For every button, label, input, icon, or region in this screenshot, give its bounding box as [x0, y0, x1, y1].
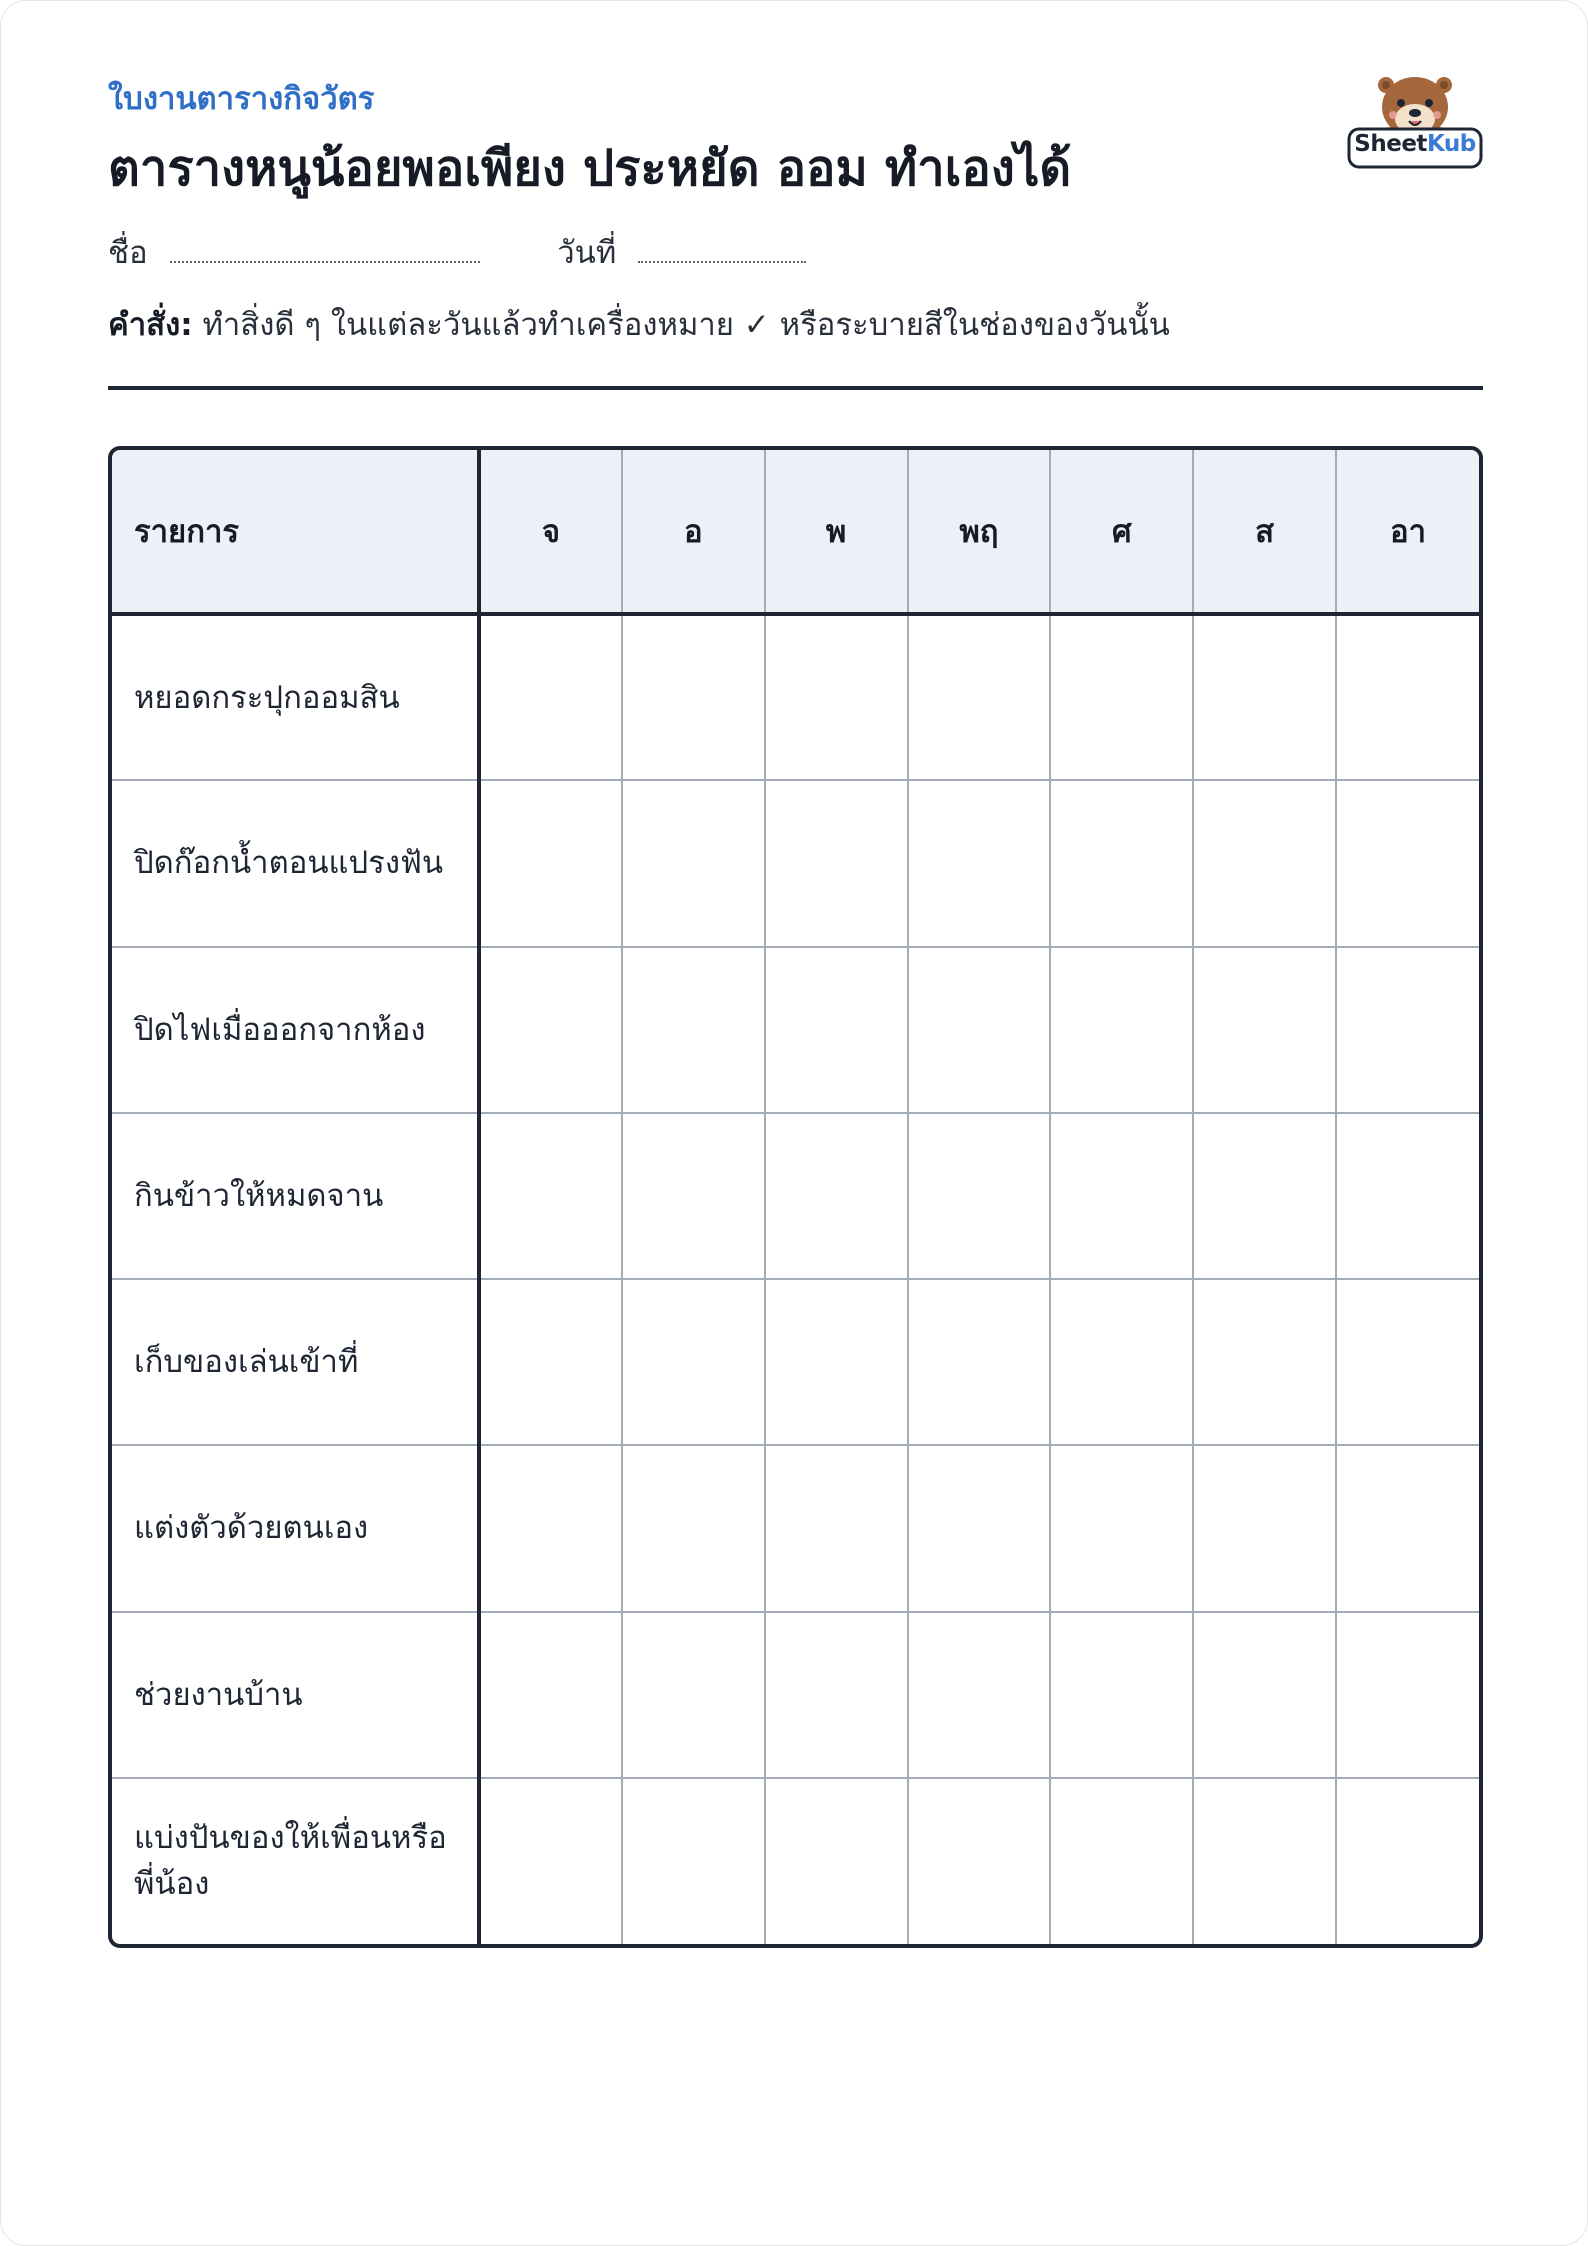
- check-cell[interactable]: [622, 947, 765, 1113]
- check-cell[interactable]: [1050, 1778, 1193, 1944]
- check-cell[interactable]: [622, 1612, 765, 1778]
- instruction: [108, 299, 1170, 349]
- check-cell[interactable]: [1336, 1445, 1479, 1611]
- check-cell[interactable]: [765, 1279, 908, 1445]
- instruction-label: คำสั่ง:: [108, 307, 193, 343]
- check-cell[interactable]: [622, 1113, 765, 1279]
- table-row: [112, 1778, 1479, 1944]
- check-cell[interactable]: [765, 1113, 908, 1279]
- logo-wordmark: [1349, 131, 1481, 157]
- check-cell[interactable]: [1050, 780, 1193, 946]
- routine-item-label: ปิดไฟเมื่อออกจากห้อง: [112, 947, 479, 1113]
- check-cell[interactable]: [1050, 1612, 1193, 1778]
- check-cell[interactable]: [1193, 947, 1336, 1113]
- date-label: วันที่: [557, 235, 617, 271]
- instruction-text: ทำสิ่งดี ๆ ในแต่ละวันแล้วทำเครื่องหมาย ✓ หรือระบายสีในช่องของวันนั้น: [202, 307, 1170, 343]
- check-cell[interactable]: [908, 1612, 1051, 1778]
- check-cell[interactable]: [908, 1279, 1051, 1445]
- check-cell[interactable]: [1336, 1778, 1479, 1944]
- routine-item-label: แบ่งปันของให้เพื่อนหรือพี่น้อง: [112, 1778, 479, 1944]
- logo-text-kub: Kub: [1426, 131, 1476, 157]
- table-row: [112, 614, 1479, 780]
- routine-item-label: ช่วยงานบ้าน: [112, 1612, 479, 1778]
- student-info-fields: [108, 227, 806, 277]
- check-cell[interactable]: [1193, 614, 1336, 780]
- check-cell[interactable]: [1050, 947, 1193, 1113]
- worksheet-subtitle: ใบงานตารางกิจวัตร: [108, 81, 375, 117]
- check-cell[interactable]: [622, 1445, 765, 1611]
- check-cell[interactable]: [1336, 1113, 1479, 1279]
- check-cell[interactable]: [1193, 1279, 1336, 1445]
- table-header-row: [112, 450, 1479, 614]
- check-cell[interactable]: [622, 780, 765, 946]
- header-divider: [108, 386, 1483, 390]
- column-header-day: พ: [765, 450, 908, 614]
- column-header-day: อา: [1336, 450, 1479, 614]
- check-cell[interactable]: [908, 947, 1051, 1113]
- check-cell[interactable]: [622, 1778, 765, 1944]
- check-cell[interactable]: [1193, 780, 1336, 946]
- table-row: [112, 1612, 1479, 1778]
- check-cell[interactable]: [1336, 947, 1479, 1113]
- table-row: [112, 1113, 1479, 1279]
- column-header-day: ศ: [1050, 450, 1193, 614]
- check-cell[interactable]: [1193, 1445, 1336, 1611]
- check-cell[interactable]: [1050, 1445, 1193, 1611]
- routine-item-label: เก็บของเล่นเข้าที่: [112, 1279, 479, 1445]
- check-cell[interactable]: [622, 614, 765, 780]
- check-cell[interactable]: [479, 947, 622, 1113]
- check-cell[interactable]: [765, 780, 908, 946]
- check-cell[interactable]: [908, 1778, 1051, 1944]
- check-cell[interactable]: [479, 780, 622, 946]
- check-cell[interactable]: [479, 1113, 622, 1279]
- routine-item-label: แต่งตัวด้วยตนเอง: [112, 1445, 479, 1611]
- check-cell[interactable]: [1336, 1612, 1479, 1778]
- routine-item-label: ปิดก๊อกน้ำตอนแปรงฟัน: [112, 780, 479, 946]
- check-cell[interactable]: [908, 614, 1051, 780]
- check-cell[interactable]: [479, 1778, 622, 1944]
- check-cell[interactable]: [765, 1778, 908, 1944]
- date-line[interactable]: [638, 235, 806, 263]
- check-cell[interactable]: [479, 1612, 622, 1778]
- routine-table: [108, 446, 1483, 1948]
- check-cell[interactable]: [765, 1612, 908, 1778]
- check-cell[interactable]: [1336, 614, 1479, 780]
- check-cell[interactable]: [1193, 1113, 1336, 1279]
- page-title: ตารางหนูน้อยพอเพียง ประหยัด ออม ทำเองได้: [108, 140, 1072, 197]
- check-cell[interactable]: [479, 614, 622, 780]
- routine-grid: [112, 450, 1479, 1944]
- column-header-day: จ: [479, 450, 622, 614]
- check-cell[interactable]: [765, 614, 908, 780]
- table-row: [112, 947, 1479, 1113]
- routine-item-label: กินข้าวให้หมดจาน: [112, 1113, 479, 1279]
- column-header-day: พฤ: [908, 450, 1051, 614]
- check-cell[interactable]: [908, 1445, 1051, 1611]
- column-header-day: ส: [1193, 450, 1336, 614]
- column-header-item: รายการ: [112, 450, 479, 614]
- check-cell[interactable]: [1193, 1778, 1336, 1944]
- check-cell[interactable]: [765, 1445, 908, 1611]
- column-header-day: อ: [622, 450, 765, 614]
- check-cell[interactable]: [479, 1445, 622, 1611]
- table-row: [112, 1445, 1479, 1611]
- check-cell[interactable]: [1050, 1279, 1193, 1445]
- logo-text-sheet: Sheet: [1354, 131, 1427, 157]
- check-cell[interactable]: [622, 1279, 765, 1445]
- check-cell[interactable]: [908, 1113, 1051, 1279]
- check-cell[interactable]: [1050, 614, 1193, 780]
- table-row: [112, 1279, 1479, 1445]
- check-cell[interactable]: [1050, 1113, 1193, 1279]
- check-cell[interactable]: [479, 1279, 622, 1445]
- check-cell[interactable]: [908, 780, 1051, 946]
- routine-item-label: หยอดกระปุกออมสิน: [112, 614, 479, 780]
- table-row: [112, 780, 1479, 946]
- check-cell[interactable]: [1336, 780, 1479, 946]
- check-cell[interactable]: [765, 947, 908, 1113]
- name-label: ชื่อ: [108, 235, 148, 271]
- name-line[interactable]: [170, 235, 480, 263]
- check-cell[interactable]: [1336, 1279, 1479, 1445]
- check-cell[interactable]: [1193, 1612, 1336, 1778]
